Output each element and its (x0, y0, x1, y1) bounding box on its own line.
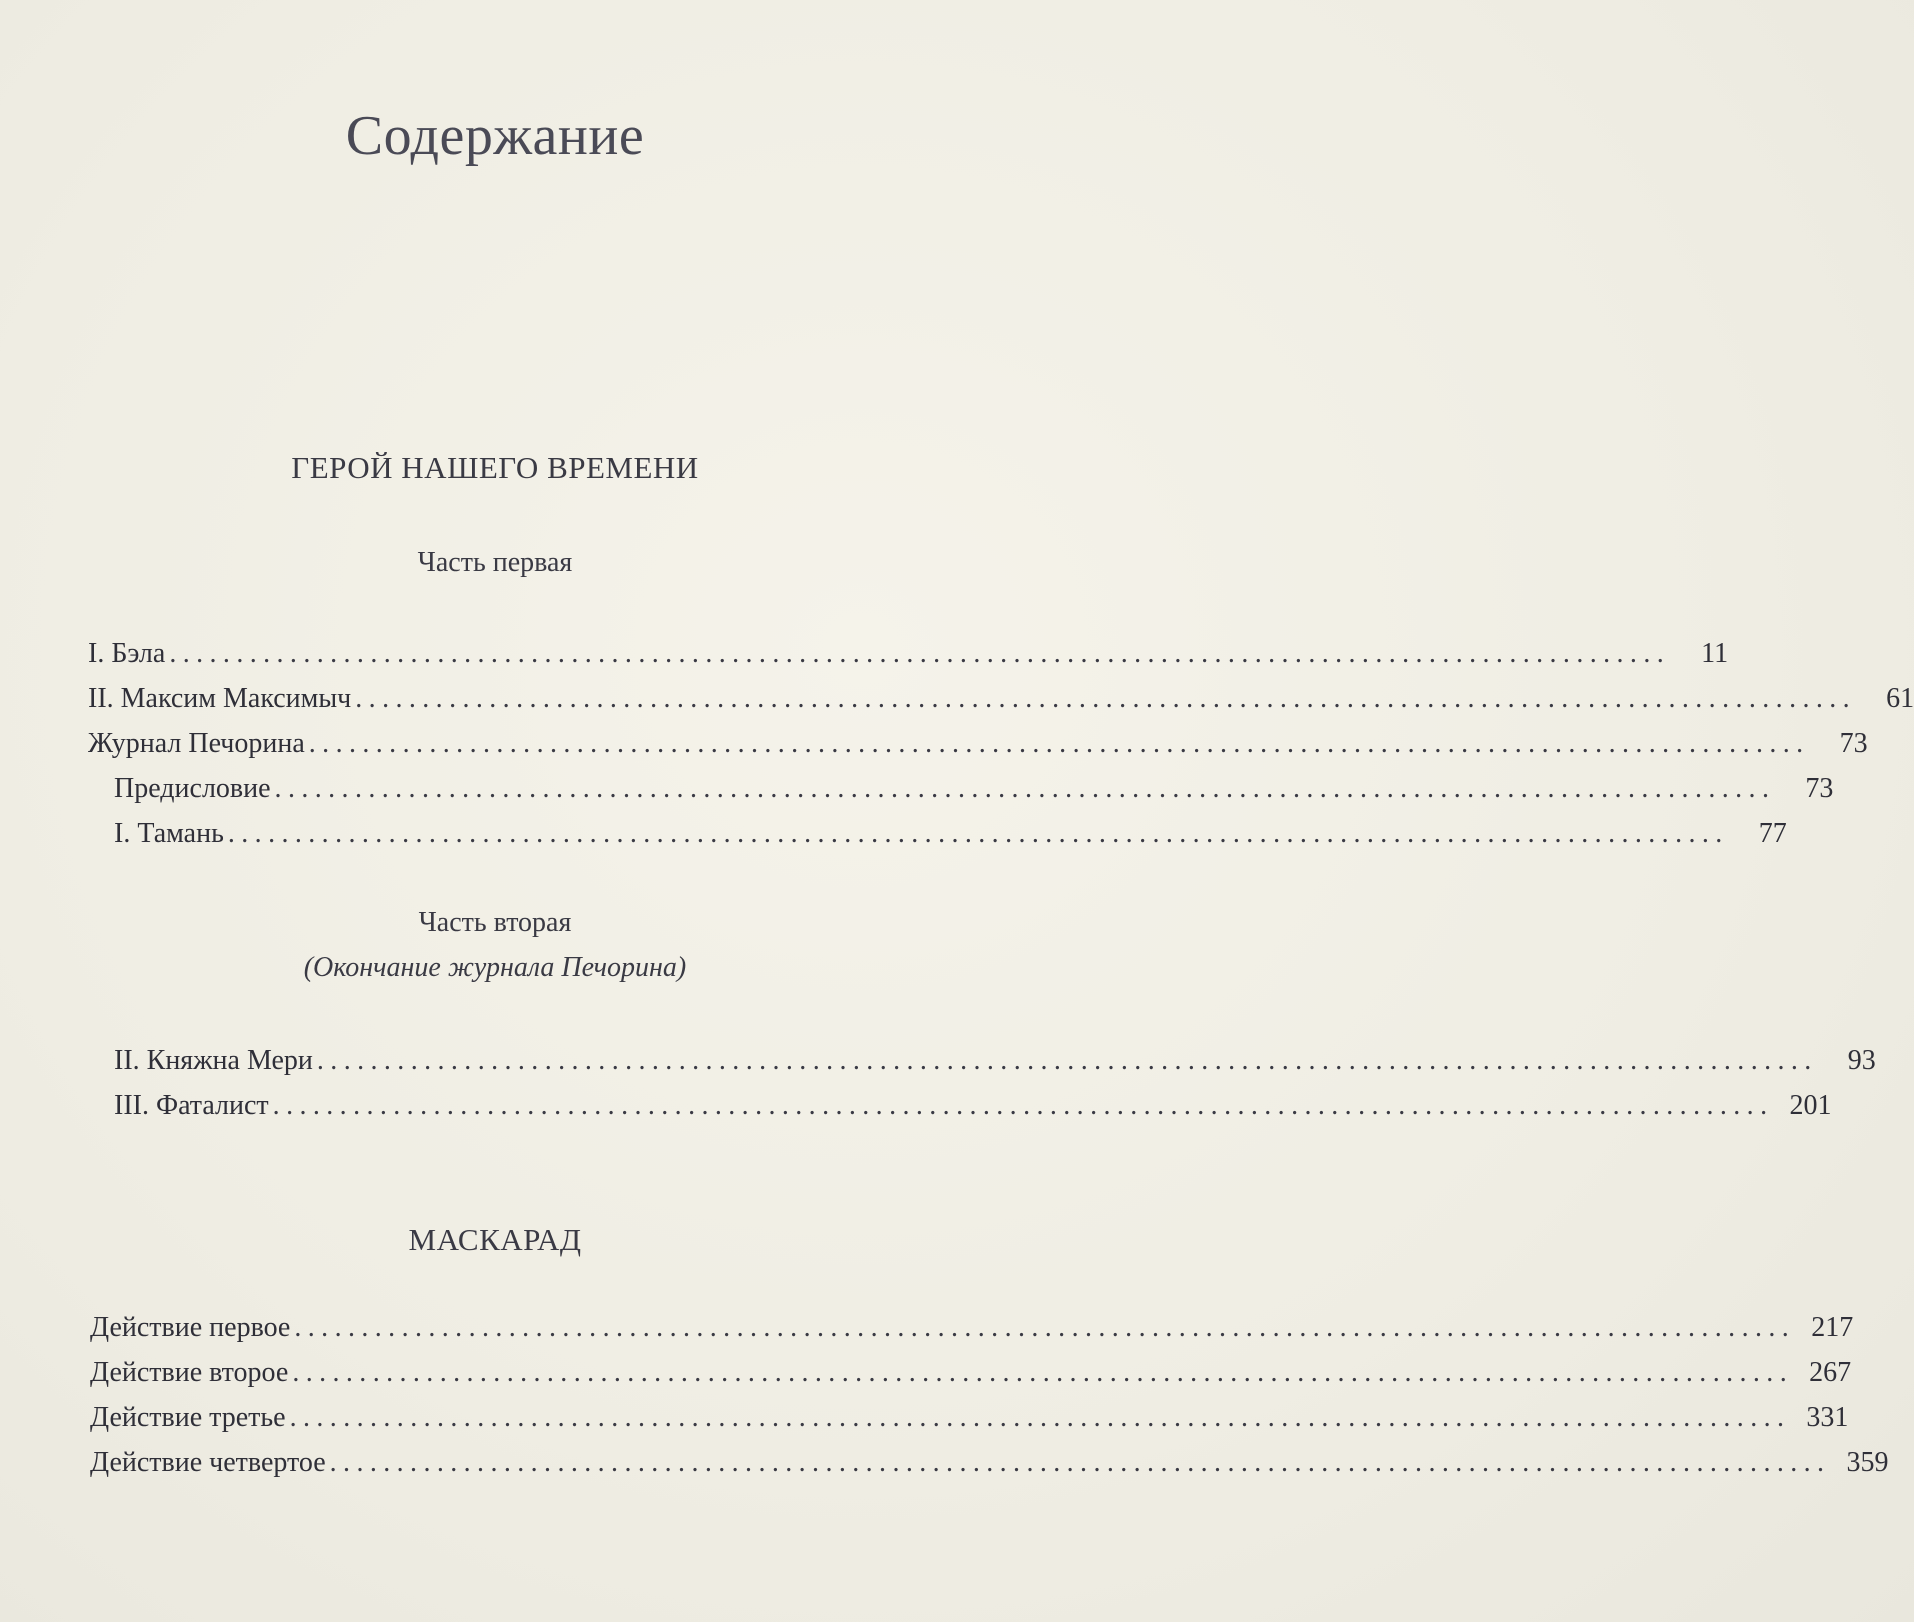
toc-entry-label: Действие четвертое (90, 1447, 326, 1478)
toc-entry[interactable] (88, 679, 1914, 719)
toc-entry[interactable] (90, 1308, 1854, 1348)
leader-dots: ................................................................................................................ (316, 1045, 1818, 1076)
section-heading-masquerade: МАСКАРАД (408, 1222, 582, 1257)
leader-dots: ................................................................................................................ (294, 1312, 1796, 1343)
page-title: Содержание (345, 105, 645, 167)
toc-entry-label: Действие первое (90, 1312, 291, 1343)
toc-entry-label: Журнал Печорина (88, 728, 305, 759)
toc-entry[interactable] (90, 1353, 1852, 1393)
part-title-first: Часть первая (417, 547, 573, 578)
leader-dots: ................................................................................................................ (289, 1402, 1791, 1433)
toc-entry-label: Действие третье (90, 1402, 286, 1433)
toc-entry-label: II. Княжна Мери (114, 1045, 313, 1076)
toc-entry[interactable] (88, 724, 1868, 764)
toc-entry[interactable] (90, 1398, 1849, 1438)
leader-dots: ................................................................................................................ (292, 1357, 1794, 1388)
toc-entry[interactable] (114, 814, 1787, 854)
leader-dots: ................................................................................................................ (355, 683, 1857, 714)
toc-entry-label: I. Бэла (88, 638, 166, 669)
section-heading-hero: ГЕРОЙ НАШЕГО ВРЕМЕНИ (291, 450, 699, 485)
leader-dots: ................................................................................................................ (329, 1447, 1831, 1478)
toc-entry-page: 73 (1839, 728, 1868, 759)
toc-entry[interactable] (114, 1041, 1876, 1081)
toc-entry-page: 61 (1886, 683, 1914, 714)
leader-dots: ................................................................................................................ (308, 728, 1810, 759)
leader-dots: ................................................................................................................ (169, 638, 1671, 669)
toc-entry[interactable] (114, 1086, 1832, 1126)
part-subtitle: (Окончание журнала Печорина) (303, 952, 687, 983)
leader-dots: ................................................................................................................ (272, 1090, 1774, 1121)
toc-entry-page: 93 (1847, 1045, 1876, 1076)
toc-entry-page: 73 (1805, 773, 1834, 804)
toc-entry-page: 359 (1846, 1447, 1889, 1478)
toc-entry-page: 217 (1811, 1312, 1854, 1343)
toc-entry-page: 11 (1701, 638, 1729, 669)
toc-entry[interactable] (90, 1443, 1889, 1483)
toc-entry[interactable] (88, 634, 1729, 674)
toc-entry-page: 331 (1806, 1402, 1849, 1433)
toc-entry-page: 77 (1758, 818, 1787, 849)
toc-entry-label: Действие второе (90, 1357, 289, 1388)
toc-entry-label: Предисловие (114, 773, 271, 804)
leader-dots: ................................................................................................................ (227, 818, 1729, 849)
part-title-second: Часть вторая (418, 907, 572, 938)
toc-entry-page: 201 (1789, 1090, 1832, 1121)
toc-entry-label: I. Тамань (114, 818, 224, 849)
toc-entry-label: II. Максим Максимыч (88, 683, 352, 714)
toc-entry-label: III. Фаталист (114, 1090, 269, 1121)
leader-dots: ................................................................................................................ (274, 773, 1776, 804)
toc-entry-page: 267 (1809, 1357, 1852, 1388)
toc-entry[interactable] (114, 769, 1834, 809)
